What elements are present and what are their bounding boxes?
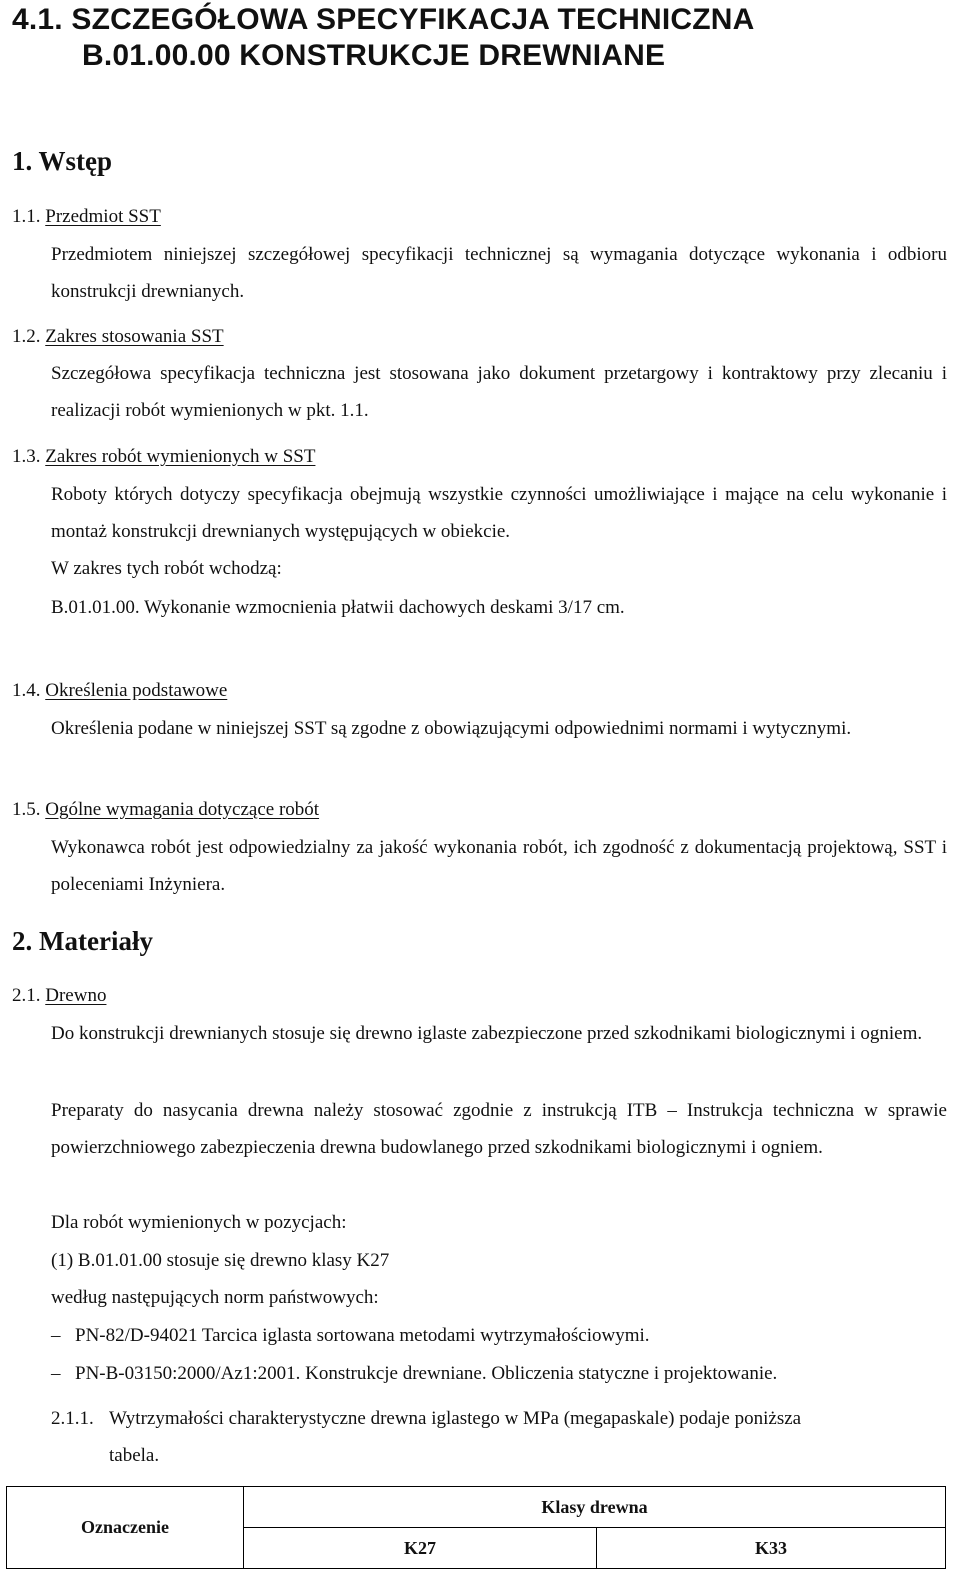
header-cell-oznaczenie: Oznaczenie	[7, 1487, 244, 1569]
subsection-1-5-text: Wykonawca robót jest odpowiedzialny za jakość wykonania robót, ich zgodność z dokumentacją projektową, SST i poleceniami Inżyniera.	[51, 837, 947, 895]
subsection-title: Przedmiot SST	[45, 206, 161, 227]
positions-intro-line: Dla robót wymienionych w pozycjach:	[51, 1212, 347, 1233]
title-line-2: B.01.00.00 KONSTRUKCJE DREWNIANE	[82, 39, 666, 72]
subsection-number: 1.1.	[12, 206, 41, 227]
subsection-1-3-heading	[12, 446, 315, 468]
subsection-2-1-1-continuation: tabela.	[109, 1445, 160, 1466]
subsection-number: 1.3.	[12, 446, 41, 467]
wood-classes-table	[6, 1486, 946, 1569]
document-title	[12, 2, 755, 74]
section-2-heading: 2. Materiały	[12, 926, 153, 956]
subsection-number: 2.1.	[12, 985, 41, 1006]
norm-item	[51, 1325, 650, 1347]
table-row	[7, 1487, 946, 1528]
subsection-title: Ogólne wymagania dotyczące robót	[45, 799, 320, 820]
subsection-title: Określenia podstawowe	[45, 680, 228, 701]
impregnation-text: Preparaty do nasycania drewna należy stosować zgodnie z instrukcją ITB – Instrukcja techniczna w sprawie powierzchniowego zabezpieczenia drewna budowlanego przed szkodnikami biologicznymi i ogniem.	[51, 1100, 947, 1158]
subsection-1-1-text: Przedmiotem niniejszej szczegółowej specyfikacji technicznej są wymagania dotyczące wykonania i odbioru konstrukcji drewnianych.	[51, 244, 947, 302]
scope-item-line: B.01.01.00. Wykonanie wzmocnienia płatwii dachowych deskami 3/17 cm.	[51, 597, 625, 618]
subsection-2-1-1	[51, 1400, 947, 1474]
subsection-1-2-heading	[12, 326, 224, 348]
norms-intro-line: według następujących norm państwowych:	[51, 1287, 379, 1308]
subsection-number: 2.1.1.	[51, 1408, 94, 1429]
wood-requirements-text: Do konstrukcji drewnianych stosuje się drewno iglaste zabezpieczone przed szkodnikami biologicznymi i ogniem.	[51, 1023, 923, 1044]
section-1-heading: 1. Wstęp	[12, 146, 113, 176]
subsection-1-4-text: Określenia podane w niniejszej SST są zgodne z obowiązującymi odpowiednimi normami i wytycznymi.	[51, 718, 852, 739]
subsection-1-4-heading	[12, 680, 227, 702]
subsection-number: 1.2.	[12, 326, 41, 347]
subsection-title: Drewno	[45, 985, 107, 1006]
title-line-1: 4.1. SZCZEGÓŁOWA SPECYFIKACJA TECHNICZNA	[12, 3, 755, 36]
scope-intro-line: W zakres tych robót wchodzą:	[51, 558, 282, 579]
subsection-1-1-heading	[12, 206, 161, 228]
dash-bullet: –	[51, 1325, 61, 1346]
subsection-title: Zakres robót wymienionych w SST	[45, 446, 316, 467]
subsection-number: 1.4.	[12, 680, 41, 701]
subsection-2-1-heading	[12, 985, 106, 1007]
subsection-number: 1.5.	[12, 799, 41, 820]
subsection-1-5-heading	[12, 799, 319, 821]
dash-bullet: –	[51, 1363, 61, 1384]
subsection-title: Zakres stosowania SST	[45, 326, 224, 347]
norm-text: PN-82/D-94021 Tarcica iglasta sortowana metodami wytrzymałościowymi.	[75, 1325, 650, 1346]
position-1-line: (1) B.01.01.00 stosuje się drewno klasy K27	[51, 1250, 390, 1271]
header-cell-klasy-drewna: Klasy drewna	[244, 1487, 946, 1528]
header-cell-k33: K33	[597, 1528, 946, 1569]
subsection-2-1-1-text: Wytrzymałości charakterystyczne drewna iglastego w MPa (megapaskale) podaje poniższa	[109, 1408, 802, 1429]
subsection-1-2-text: Szczegółowa specyfikacja techniczna jest stosowana jako dokument przetargowy i kontraktowy przy zlecaniu i realizacji robót wymienionych w pkt. 1.1.	[51, 363, 947, 421]
norm-text: PN-B-03150:2000/Az1:2001. Konstrukcje drewniane. Obliczenia statyczne i projektowanie.	[75, 1363, 778, 1384]
norm-item	[51, 1363, 777, 1385]
header-cell-k27: K27	[244, 1528, 597, 1569]
subsection-1-3-text: Roboty których dotyczy specyfikacja obejmują wszystkie czynności umożliwiające i mające na celu wykonanie i montaż konstrukcji drewnianych występujących w obiekcie.	[51, 484, 947, 542]
